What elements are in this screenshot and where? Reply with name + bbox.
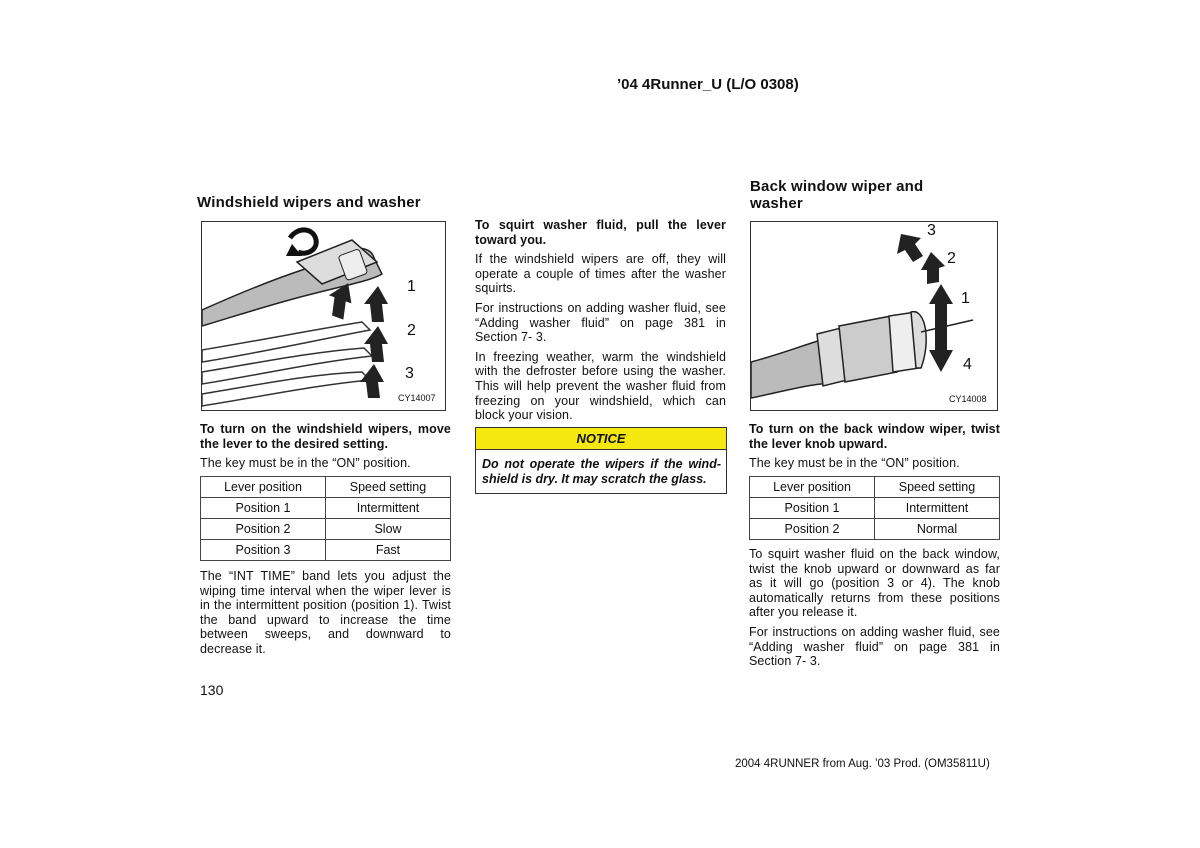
table-cell: Slow bbox=[326, 519, 451, 540]
table-row bbox=[750, 519, 1000, 540]
figure-number-3: 3 bbox=[405, 365, 414, 382]
back-wiper-instruction: To turn on the back window wiper, twist the lever knob upward. bbox=[749, 422, 1000, 451]
notice-title: NOTICE bbox=[476, 428, 726, 450]
figure-number-3: 3 bbox=[927, 222, 936, 239]
windshield-speed-table bbox=[200, 476, 451, 561]
table-header: Lever position bbox=[201, 477, 326, 498]
table-cell: Position 1 bbox=[201, 498, 326, 519]
notice-text: Do not operate the wipers if the wind-shield is dry. It may scratch the glass. bbox=[482, 457, 721, 486]
back-squirt-paragraph: To squirt washer fluid on the back window, twist the knob upward or downward as far as it will go (position 3 or 4). The knob automatically returns from these positions after you release it. bbox=[749, 547, 1000, 620]
table-cell: Position 1 bbox=[750, 498, 875, 519]
figure-number-2: 2 bbox=[947, 250, 956, 267]
table-header: Lever position bbox=[750, 477, 875, 498]
table-row bbox=[201, 519, 451, 540]
table-row bbox=[201, 540, 451, 561]
table-cell: Intermittent bbox=[875, 498, 1000, 519]
section-title-back-window bbox=[750, 178, 923, 212]
table-header: Speed setting bbox=[875, 477, 1000, 498]
table-cell: Fast bbox=[326, 540, 451, 561]
table-cell: Position 3 bbox=[201, 540, 326, 561]
back-washer-instructions: For instructions on adding washer fluid, see “Adding washer fluid” on page 381 in Section 7- 3. bbox=[749, 624, 1000, 669]
figure-number-4: 4 bbox=[963, 356, 972, 373]
table-cell: Normal bbox=[875, 519, 1000, 540]
table-header-row bbox=[750, 477, 1000, 498]
figure-number-1: 1 bbox=[407, 278, 416, 295]
page-footer: 2004 4RUNNER from Aug. ’03 Prod. (OM35811U) bbox=[735, 758, 990, 770]
key-note: The key must be in the “ON” position. bbox=[200, 456, 411, 471]
back-wiper-illustration bbox=[751, 222, 997, 410]
section-title-windshield: Windshield wipers and washer bbox=[197, 194, 421, 211]
washer-paragraph-1: If the windshield wipers are off, they will operate a couple of times after the washer squirts. bbox=[475, 252, 726, 296]
table-row bbox=[201, 498, 451, 519]
back-wiper-figure bbox=[750, 221, 998, 411]
squirt-heading: To squirt washer fluid, pull the lever toward you. bbox=[475, 218, 726, 247]
page-number: 130 bbox=[200, 682, 224, 698]
table-header: Speed setting bbox=[326, 477, 451, 498]
section-title-line1: Back window wiper and bbox=[750, 178, 924, 195]
washer-paragraph-3: In freezing weather, warm the windshield with the defroster before using the washer. This will help prevent the washer fluid from freezing on your windshield, which can block your vision. bbox=[475, 349, 726, 423]
windshield-wiper-figure bbox=[201, 221, 446, 411]
page-header-title: ’04 4Runner_U (L/O 0308) bbox=[617, 76, 799, 93]
figure-number-2: 2 bbox=[407, 322, 416, 339]
washer-paragraph-2: For instructions on adding washer fluid, see “Adding washer fluid” on page 381 in Section 7- 3. bbox=[475, 300, 726, 345]
table-cell: Position 2 bbox=[201, 519, 326, 540]
int-time-paragraph: The “INT TIME” band lets you adjust the wiping time interval when the wiper lever is in the intermittent position (position 1). Twist the band upward to increase the time between sweeps, and downward to decrease it. bbox=[200, 569, 451, 656]
notice-box bbox=[475, 427, 727, 494]
table-row bbox=[750, 498, 1000, 519]
table-cell: Intermittent bbox=[326, 498, 451, 519]
table-cell: Position 2 bbox=[750, 519, 875, 540]
back-wiper-speed-table bbox=[749, 476, 1000, 540]
figure-code: CY14007 bbox=[398, 393, 436, 403]
key-note: The key must be in the “ON” position. bbox=[749, 456, 960, 471]
windshield-instruction: To turn on the windshield wipers, move the lever to the desired setting. bbox=[200, 422, 451, 451]
section-title-line2: washer bbox=[750, 195, 803, 212]
figure-number-1: 1 bbox=[961, 290, 970, 307]
table-header-row bbox=[201, 477, 451, 498]
figure-code: CY14008 bbox=[949, 394, 987, 404]
